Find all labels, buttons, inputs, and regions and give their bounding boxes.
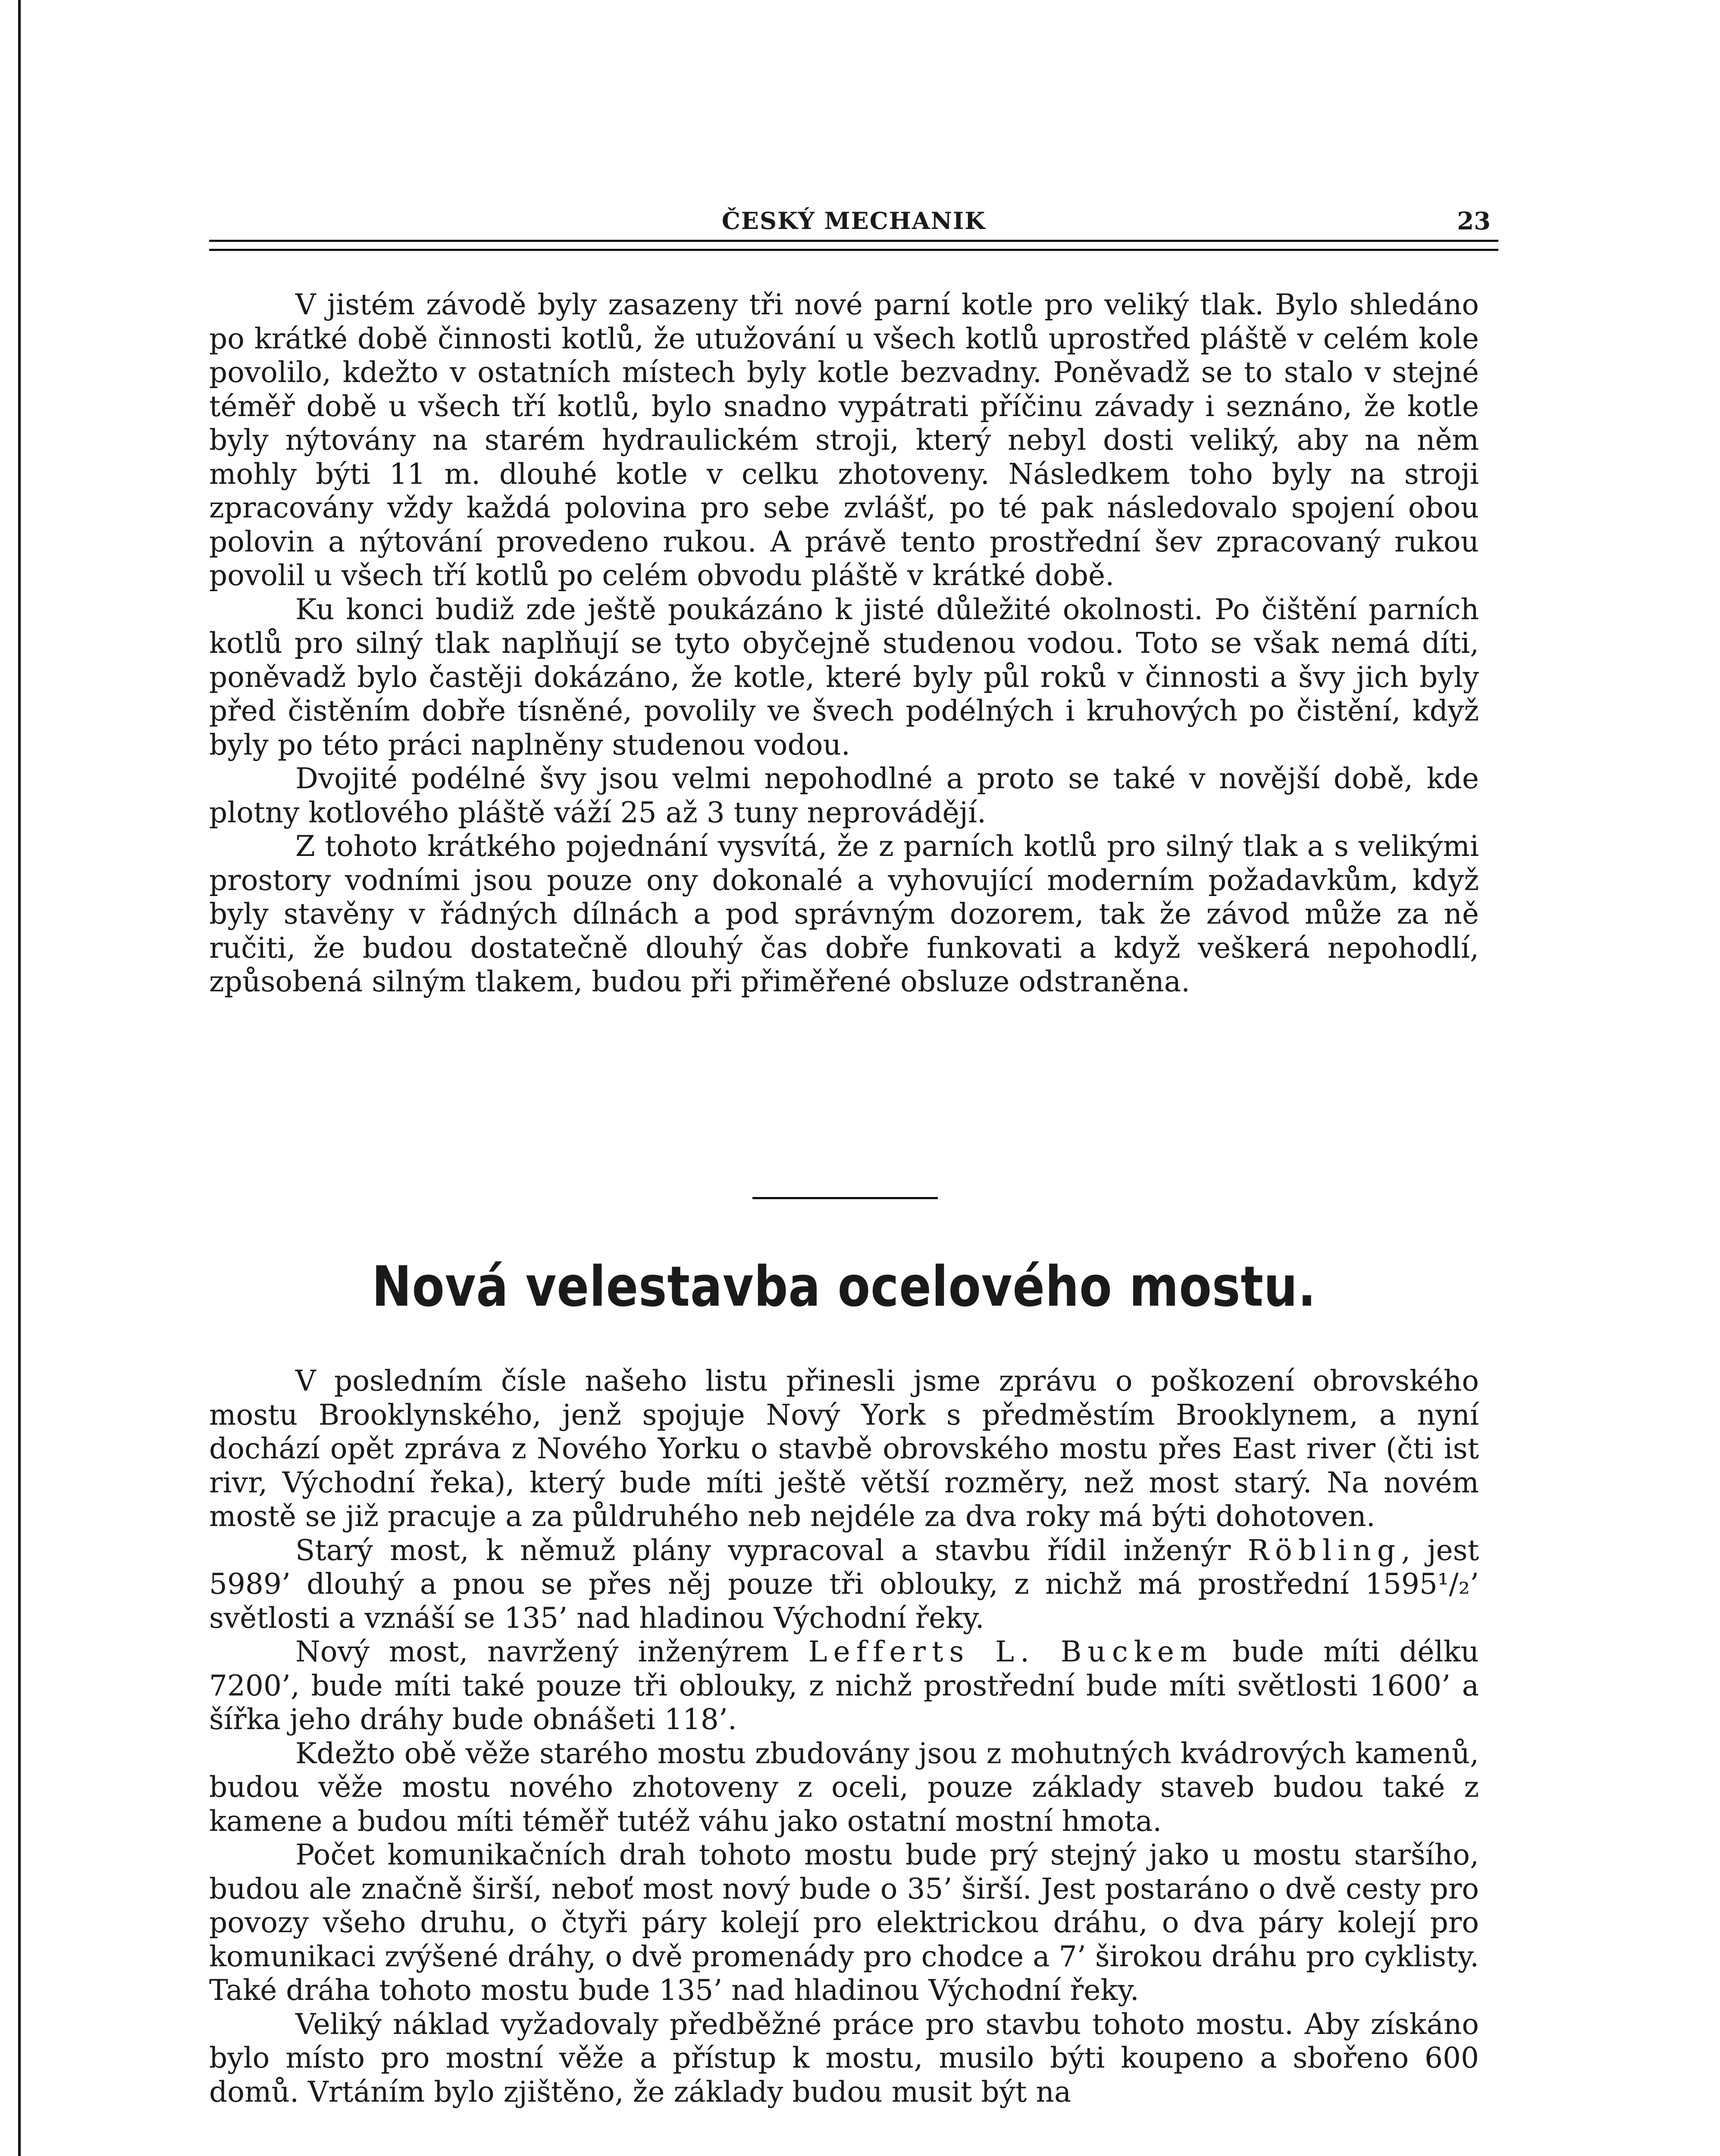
article-boilers-text bbox=[209, 288, 1479, 999]
article-separator-rule bbox=[752, 1197, 938, 1199]
page-number: 23 bbox=[1457, 207, 1491, 235]
paragraph: V posledním čísle našeho listu přinesli jsme zprávu o poškození obrovského mostu Brooklynského, jenž spojuje Nový York s předměstím Brooklynem, a nyní dochází opět zpráva z Nového Yorku o stavbě obrovského mostu přes East river (čti ist rivr, Východní řeka), který bude míti ještě větší rozměry, než most starý. Na novém mostě se již pracuje a za půldruhého neb nejdéle za dva roky má býti dohotoven. bbox=[209, 1364, 1479, 1533]
paragraph: Počet komunikačních drah tohoto mostu bude prý stejný jako u mostu staršího, budou ale značně širší, neboť most nový bude o 35’ širší. Jest postaráno o dvě cesty pro povozy všeho druhu, o čtyři páry kolejí pro elektrickou dráhu, o dva páry kolejí pro komunikaci zvýšené dráhy, o dvě promenády pro chodce a 7’ širokou dráhu pro cyklisty. Také dráha tohoto mostu bude 135’ nad hladinou Východní řeky. bbox=[209, 1838, 1479, 2007]
paragraph: Z tohoto krátkého pojednání vysvítá, že z parních kotlů pro silný tlak a s velikými prostory vodními jsou pouze ony dokonalé a vyhovující moderním požadavkům, když byly stavěny v řádných dílnách a pod správným dozorem, tak že závod může za ně ručiti, že budou dostatečně dlouhý čas dobře funkovati a když veškerá nepohodlí, způsobená silným tlakem, budou při přiměřené obsluze odstraněna. bbox=[209, 830, 1479, 998]
paragraph: Dvojité podélné švy jsou velmi nepohodlné a proto se také v novější době, kde plotny kotlového pláště váží 25 až 3 tuny neprovádějí. bbox=[209, 762, 1479, 829]
text-run: ’ světlosti a vznáší se 135’ nad hladinou Východní řeky. bbox=[209, 1567, 1479, 1635]
text-run: Starý most, k němuž plány vypracoval a stavbu řídil inženýr bbox=[295, 1533, 1248, 1567]
paragraph bbox=[209, 1534, 1479, 1636]
engineer-name-robling: Röbling bbox=[1247, 1533, 1401, 1567]
engineer-name-buck: Lefferts L. Buckem bbox=[808, 1635, 1213, 1668]
paragraph: Kdežto obě věže starého mostu zbudovány jsou z mohutných kvádrových kamenů, budou věže mostu nového zhotoveny z oceli, pouze základy staveb budou také z kamene a budou míti téměř tutéž váhu jako ostatní mostní hmota. bbox=[209, 1736, 1479, 1838]
text-run: Nový most, navržený inženýrem bbox=[295, 1635, 808, 1668]
article-bridge-text bbox=[209, 1364, 1479, 2109]
paragraph: Ku konci budiž zde ještě poukázáno k jisté důležité okolnosti. Po čištění parních kotlů pro silný tlak naplňují se tyto obyčejně studenou vodou. Toto se však nemá díti, poněvadž bylo častěji dokázáno, že kotle, které byly půl roků v činnosti a švy jich byly před čistěním dobře tísněné, povolily ve švech podélných i kruhových po čistění, když byly po této práci naplněny studenou vodou. bbox=[209, 592, 1479, 761]
paragraph: V jistém závodě byly zasazeny tři nové parní kotle pro veliký tlak. Bylo shledáno po krátké době činnosti kotlů, že utužování u všech kotlů uprostřed pláště v celém kole povolilo, kdežto v ostatních místech byly kotle bezvadny. Poněvadž se to stalo v stejné téměř době u všech tří kotlů, bylo snadno vypátrati příčinu závady i seznáno, že kotle byly nýtovány na starém hydraulickém stroji, který nebyl dosti veliký, aby na něm mohly býti 11 m. dlouhé kotle v celku zhotoveny. Následkem toho byly na stroji zpracovány vždy každá polovina pro sebe zvlášť, po té pak následovalo spojení obou polovin a nýtování provedeno rukou. A právě tento prostřední šev zpracovaný rukou povolil u všech tří kotlů po celém obvodu pláště v krátké době. bbox=[209, 288, 1479, 592]
paragraph: Veliký náklad vyžadovaly předběžné práce pro stavbu tohoto mostu. Aby získáno bylo místo pro mostní věže a přístup k mostu, musilo býti koupeno a sbořeno 600 domů. Vrtáním bylo zjištěno, že základy budou musit být na bbox=[209, 2007, 1479, 2109]
running-title: ČESKÝ MECHANIK bbox=[721, 207, 986, 235]
text-run: bude míti délku 7200’, bude míti také pouze tři oblouky, z nichž prostřední bude míti světlosti 1600’ a šířka jeho dráhy bude obnášeti 118’. bbox=[209, 1635, 1479, 1736]
text-run: , jest 5989’ dlouhý a pnou se přes něj pouze tři oblouky, z nichž má prostřední 1595 bbox=[209, 1533, 1479, 1601]
fraction: ¹/₂ bbox=[1437, 1567, 1470, 1601]
paragraph bbox=[209, 1635, 1479, 1737]
header-double-rule bbox=[209, 240, 1498, 251]
page-header bbox=[209, 203, 1498, 241]
page-edge-left bbox=[18, 0, 21, 2156]
article-title: Nová velestavba ocelového mostu. bbox=[372, 1255, 1316, 1319]
